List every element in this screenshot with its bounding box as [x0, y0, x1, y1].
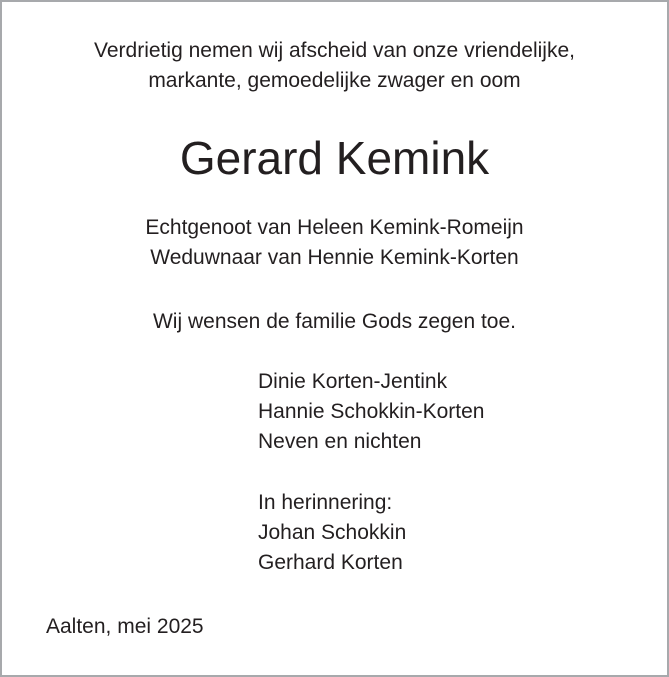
blessing-text: Wij wensen de familie Gods zegen toe. [152, 310, 517, 333]
relation-widower: Weduwnaar van Hennie Kemink-Korten [150, 246, 519, 269]
deceased-name: Gerard Kemink [179, 132, 490, 184]
family-list [258, 367, 484, 457]
relations-text [0, 213, 669, 273]
intro-line-1: Verdrietig nemen wij afscheid van onze vriendelijke, [94, 39, 575, 62]
in-memory-block [258, 488, 406, 578]
place-and-date: Aalten, mei 2025 [46, 615, 204, 638]
family-member: Hannie Schokkin-Korten [258, 400, 485, 423]
family-member: Dinie Korten-Jentink [258, 370, 448, 393]
in-memory-name: Johan Schokkin [258, 521, 407, 544]
intro-line-2: markante, gemoedelijke zwager en oom [148, 69, 521, 92]
intro-text [0, 36, 669, 96]
relation-spouse: Echtgenoot van Heleen Kemink-Romeijn [145, 216, 524, 239]
in-memory-name: Gerhard Korten [258, 551, 403, 574]
in-memory-heading: In herinnering: [258, 491, 393, 514]
family-member: Neven en nichten [258, 430, 422, 453]
